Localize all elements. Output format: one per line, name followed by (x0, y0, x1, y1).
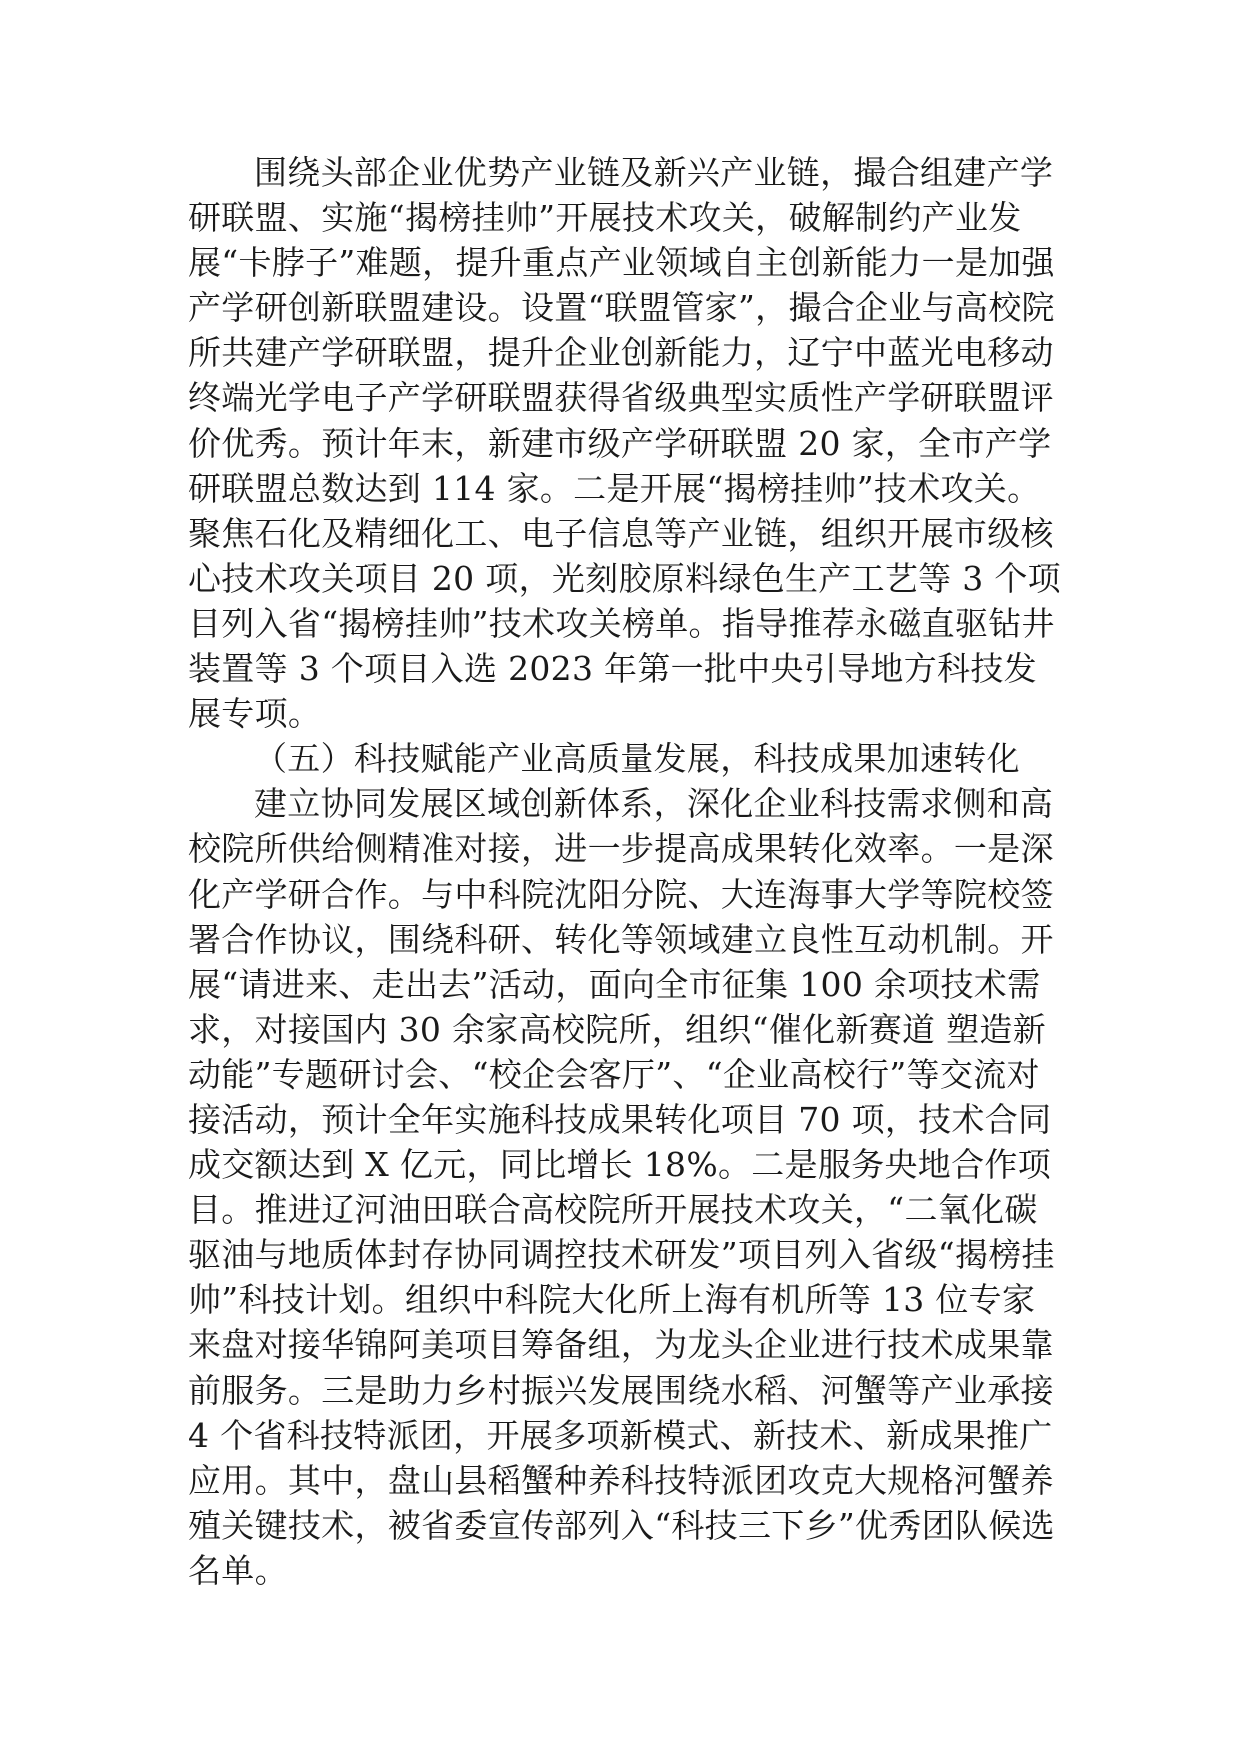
document-body (188, 150, 1068, 1593)
paragraph-achievement-transformation: 建立协同发展区域创新体系，深化企业科技需求侧和高校院所供给侧精准对接，进一步提高成果转化效率。一是深化产学研合作。与中科院沈阳分院、大连海事大学等院校签署合作协议，围绕科研、转化等领域建立良性互动机制。开展“请进来、走出去”活动，面向全市征集 100 余项技术需求，对接国内 30 余家高校院所，组织“催化新赛道 塑造新动能”专题研讨会、“校企会客厅”、“企业高校行”等交流对接活动，预计全年实施科技成果转化项目 70 项，技术合同成交额达到 X 亿元，同比增长 18%。二是服务央地合作项目。推进辽河油田联合高校院所开展技术攻关，“二氧化碳驱油与地质体封存协同调控技术研发”项目列入省级“揭榜挂帅”科技计划。组织中科院大化所上海有机所等 13 位专家来盘对接华锦阿美项目筹备组，为龙头企业进行技术成果靠前服务。三是助力乡村振兴发展围绕水稻、河蟹等产业承接 4 个省科技特派团，开展多项新模式、新技术、新成果推广应用。其中，盘山县稻蟹种养科技特派团攻克大规格河蟹养殖关键技术，被省委宣传部列入“科技三下乡”优秀团队候选名单。 (188, 784, 1055, 1590)
section-heading-five: （五）科技赋能产业高质量发展，科技成果加速转化 (254, 739, 1020, 779)
paragraph-alliance-and-tech-tackling: 围绕头部企业优势产业链及新兴产业链，撮合组建产学研联盟、实施“揭榜挂帅”开展技术攻关，破解制约产业发展“卡脖子”难题，提升重点产业领域自主创新能力一是加强产学研创新联盟建设。设置“联盟管家”，撮合企业与高校院所共建产学研联盟，提升企业创新能力，辽宁中蓝光电移动终端光学电子产学研联盟获得省级典型实质性产学研联盟评价优秀。预计年末，新建市级产学研联盟 20 家，全市产学研联盟总数达到 114 家。二是开展“揭榜挂帅”技术攻关。聚焦石化及精细化工、电子信息等产业链，组织开展市级核心技术攻关项目 20 项，光刻胶原料绿色生产工艺等 3 个项目列入省“揭榜挂帅”技术攻关榜单。指导推荐永磁直驱钻井装置等 3 个项目入选 2023 年第一批中央引导地方科技发展专项。 (188, 153, 1061, 734)
